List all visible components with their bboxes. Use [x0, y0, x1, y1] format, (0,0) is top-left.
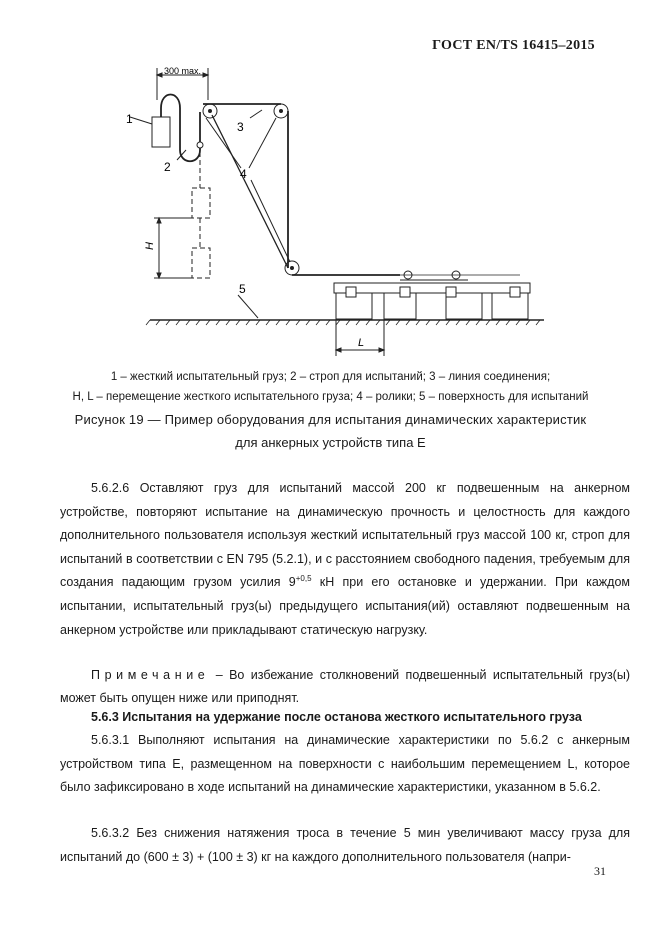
paragraph-text: 5.6.2.6 Оставляют груз для испытаний массой 200 кг подвешенным на анкерном устройстве, повторяют испытание на динамическую прочность и целостность для каждого дополнительного пользователя используя жесткий испытательный груз массой 100 кг, строп для испытаний в соответствии с EN 795 (5.2.1), и с расстоянием свободного падения, требуемым для создания падающим грузом усилия 9	[60, 481, 630, 590]
callout-5: 5	[239, 282, 246, 296]
test-equipment-figure	[120, 55, 560, 365]
paragraph-text-continued: кН при его остановке и удержании. При каждом испытании, испытательный груз(ы) предыдущего испытания(ий) оставляют подвешенным на анкерном устройстве или прикладывают статическую нагрузку.	[60, 575, 630, 637]
anchor-device	[334, 283, 530, 293]
test-sling	[161, 95, 200, 162]
callout-2: 2	[164, 160, 171, 174]
dimension-label: 300 max.	[164, 66, 202, 76]
rigid-load	[152, 117, 170, 147]
callout-3: 3	[237, 120, 244, 134]
figure-legend-line-2: H, L – перемещение жесткого испытательного груза; 4 – ролики; 5 – поверхность для испытаний	[72, 391, 589, 403]
note	[60, 664, 630, 710]
paragraph-5-6-2-6	[60, 477, 630, 642]
callout-1: 1	[126, 112, 133, 126]
note-text: – Во избежание столкновений подвешенный испытательный груз(ы) может быть опущен ниже или приподнят.	[60, 668, 630, 705]
callout-4: 4	[240, 167, 247, 181]
paragraph-5-6-3-1: 5.6.3.1 Выполняют испытания на динамические характеристики по 5.6.2 с анкерным устройством типа E, размещенном на поверхности с наибольшим перемещением L, которое было зафиксировано в ходе испытаний на динамические характеристики, указанном в 5.6.2.	[60, 733, 630, 795]
figure-legend-line-1: 1 – жесткий испытательный груз; 2 – строп для испытаний; 3 – линия соединения;	[110, 371, 551, 383]
figure-title-line-2: для анкерных устройств типа E	[235, 435, 426, 450]
figure-title-line-1: Рисунок 19 — Пример оборудования для испытания динамических характеристик	[74, 412, 587, 427]
section-heading-5-6-3: 5.6.3 Испытания на удержание после останова жесткого испытательного груза	[91, 710, 582, 724]
page-number: 31	[594, 864, 606, 878]
height-label: H	[144, 242, 156, 250]
length-label: L	[358, 337, 365, 349]
paragraph-5-6-3-2: 5.6.3.2 Без снижения натяжения троса в течение 5 мин увеличивают массу груза для испытаний до (600 ± 3) + (100 ± 3) кг на каждого дополнительного пользователя (напри-	[60, 826, 630, 864]
note-label: Примечание	[91, 668, 210, 682]
document-header: ГОСТ EN/TS 16415–2015	[432, 38, 595, 53]
tolerance-exponent: +0,5	[295, 574, 312, 584]
